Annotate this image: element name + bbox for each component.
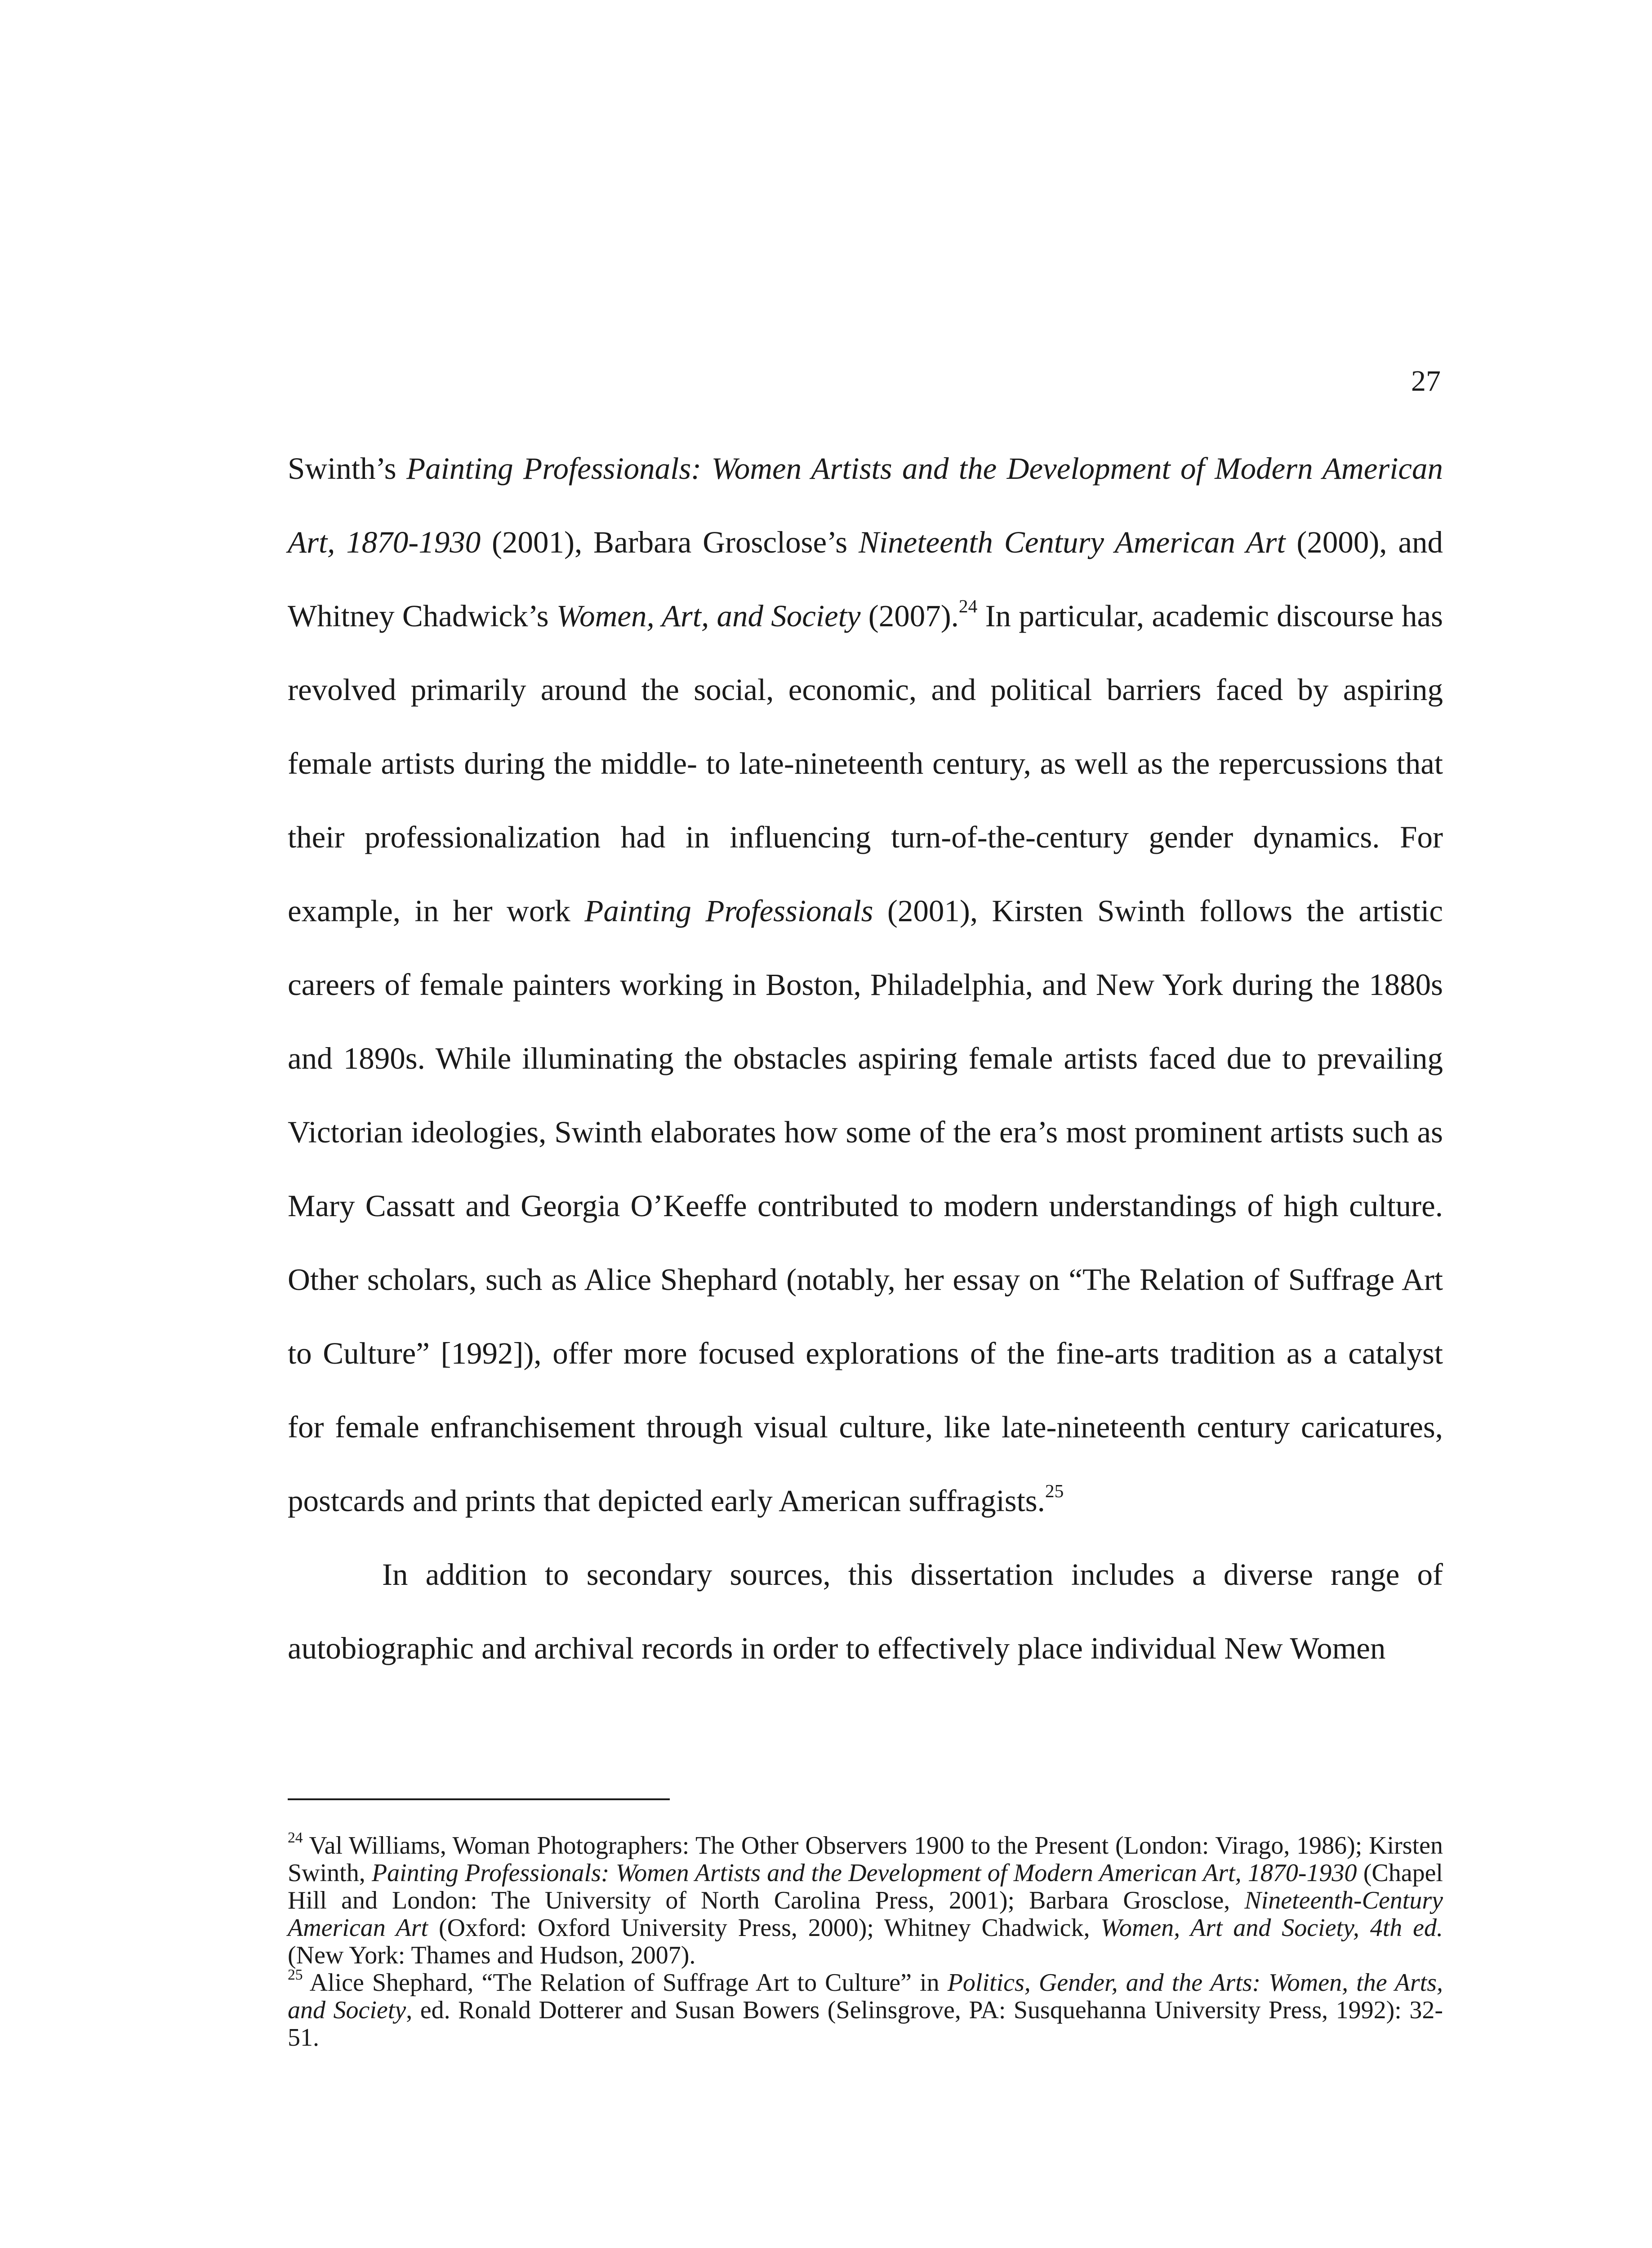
p1-text-1: Swinth’s: [288, 451, 406, 486]
paragraph-2: In addition to secondary sources, this dissertation includes a diverse range of autobiographic and archival records in order to effectively place individual New Women: [288, 1557, 1443, 1665]
footnote-25-mark: 25: [288, 1966, 303, 1983]
footnote-ref-25[interactable]: 25: [1045, 1480, 1064, 1501]
fn24-title-painting-professionals: Painting Professionals: Women Artists and the Development of Modern American Art, 1870-1930: [371, 1859, 1357, 1887]
p1-text-4: (2007).: [860, 599, 959, 633]
paragraph-1: [288, 432, 1443, 1538]
p1-title-women-art-and-society: Women, Art, and Society: [556, 599, 861, 633]
p1-text-6: (2001), Kirsten Swinth follows the artistic careers of female painters working in Boston, Philadelphia, and New York during the 1880s and 1890s. While illuminating the obstacles aspiring female artists faced due to prevailing Victorian ideologies, Swinth elaborates how some of the era’s most prominent artists such as Mary Cassatt and Georgia O’Keeffe contributed to modern understandings of high culture. Other scholars, such as Alice Shephard (notably, her essay on “The Relation of Suffrage Art to Culture” [1992]), offer more focused explorations of the fine-arts tradition as a catalyst for female enfranchisement through visual culture, like late-nineteenth century caricatures, postcards and prints that depicted early American suffragists.: [288, 894, 1443, 1518]
p1-text-2: (2001), Barbara Grosclose’s: [481, 525, 859, 559]
fn24-text-3: (Oxford: Oxford University Press, 2000); Whitney Chadwick,: [428, 1914, 1101, 1942]
footnotes: [288, 1829, 1443, 2052]
fn24-text-1: Val Williams, Woman Photographers: The Other Observers 1900 to the Present (London: Virago, 1986); Kirsten Swinth,: [288, 1832, 1443, 1887]
page-number: 27: [1411, 365, 1441, 397]
footnote-25: [288, 1966, 1443, 2052]
fn24-text-4: (New York: Thames and Hudson, 2007).: [288, 1941, 696, 1969]
p1-title-painting-professionals-short: Painting Professionals: [584, 894, 873, 928]
p1-title-nineteenth-century-american-art: Nineteenth Century American Art: [858, 525, 1286, 559]
fn24-text-2: (Chapel Hill and London: The University of North Carolina Press, 2001); Barbara Grosclose,: [288, 1859, 1443, 1914]
footnote-24: [288, 1829, 1443, 1969]
fn25-text-1: Alice Shephard, “The Relation of Suffrage Art to Culture” in: [303, 1969, 948, 1997]
p1-text-3: (2000), and Whitney Chadwick’s: [288, 525, 1443, 633]
p1-text-5: In particular, academic discourse has revolved primarily around the social, economic, and political barriers faced by aspiring female artists during the middle- to late-nineteenth century, as well as the repercussions that their professionalization had in influencing turn-of-the-century gender dynamics. For example, in her work: [288, 599, 1443, 928]
body-text: [288, 432, 1443, 1685]
fn25-text-2: , ed. Ronald Dotterer and Susan Bowers (Selinsgrove, PA: Susquehanna University Press, 1992): 32-51.: [288, 1996, 1443, 2052]
footnote-ref-24[interactable]: 24: [958, 595, 978, 616]
fn24-title-nineteenth-century-american-art: Nineteenth-Century American Art: [288, 1887, 1443, 1942]
fn24-title-women-art-and-society: Women, Art and Society, 4th ed.: [1100, 1914, 1443, 1942]
p1-title-painting-professionals: Painting Professionals: Women Artists and the Development of Modern American Art, 1870-1930: [288, 451, 1443, 559]
fn25-title-politics-gender-arts: Politics, Gender, and the Arts: Women, the Arts, and Society: [288, 1969, 1443, 2024]
footnote-separator: [288, 1798, 670, 1800]
footnote-24-mark: 24: [288, 1829, 303, 1846]
